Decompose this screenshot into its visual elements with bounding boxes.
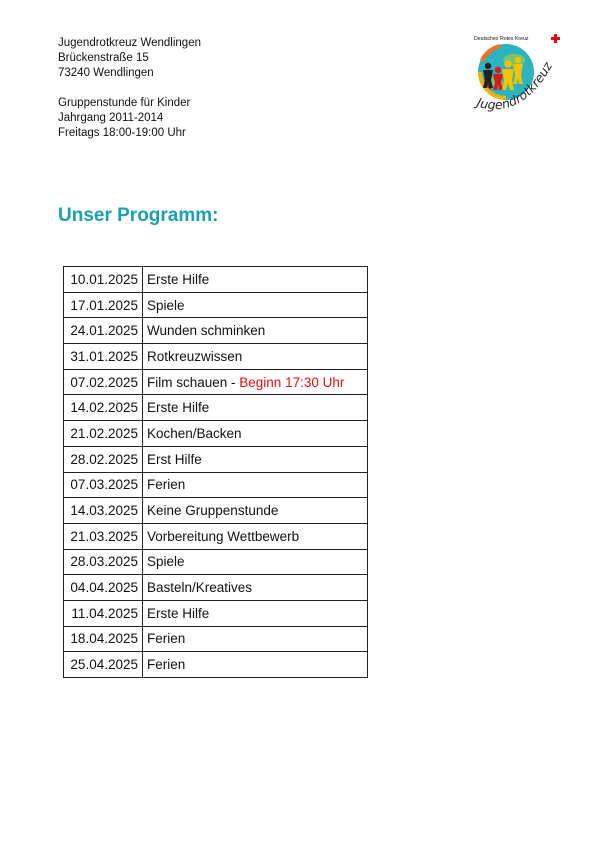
table-row: [64, 523, 368, 549]
table-row: [64, 267, 368, 293]
address-line-street: Brückenstraße 15: [58, 52, 149, 65]
program-table: [63, 266, 368, 678]
table-row: [64, 369, 368, 395]
program-event: [143, 446, 368, 472]
program-date: 10.01.2025: [64, 267, 143, 293]
group-name: Gruppenstunde für Kinder: [58, 97, 191, 109]
address-line-city: 73240 Wendlingen: [58, 67, 154, 80]
table-row: [64, 446, 368, 472]
program-event: [143, 267, 368, 293]
program-event: [143, 318, 368, 344]
program-event-text: Erste Hilfe: [147, 271, 210, 287]
program-event-text: Erste Hilfe: [147, 605, 210, 621]
program-date: 07.03.2025: [64, 472, 143, 498]
program-date: 24.01.2025: [64, 318, 143, 344]
program-table-body: [64, 267, 368, 678]
program-event: [143, 626, 368, 652]
table-row: [64, 421, 368, 447]
program-date: 28.02.2025: [64, 446, 143, 472]
group-years: Jahrgang 2011-2014: [58, 112, 164, 125]
program-date: 14.02.2025: [64, 395, 143, 421]
program-date: 07.02.2025: [64, 369, 143, 395]
table-row: [64, 292, 368, 318]
program-date: 04.04.2025: [64, 575, 143, 601]
program-event: [143, 523, 368, 549]
table-row: [64, 344, 368, 370]
program-event: [143, 600, 368, 626]
program-event: [143, 652, 368, 678]
program-event: [143, 549, 368, 575]
program-event-text: Keine Gruppenstunde: [147, 503, 279, 519]
program-event-highlight: Beginn 17:30 Uhr: [239, 374, 345, 390]
program-event: [143, 344, 368, 370]
program-date: 25.04.2025: [64, 652, 143, 678]
program-event-text: Erst Hilfe: [147, 451, 202, 467]
program-event: [143, 395, 368, 421]
program-date: 17.01.2025: [64, 292, 143, 318]
group-info: [58, 96, 190, 142]
table-row: [64, 652, 368, 678]
sender-address: [58, 36, 201, 82]
program-event-text: Rotkreuzwissen: [147, 348, 243, 364]
program-event-text: Wunden schminken: [147, 323, 266, 339]
program-event: [143, 575, 368, 601]
red-cross-icon: [551, 34, 560, 43]
program-date: 31.01.2025: [64, 344, 143, 370]
program-event-text: Ferien: [147, 477, 186, 493]
table-row: [64, 626, 368, 652]
program-date: 21.03.2025: [64, 523, 143, 549]
program-event-text: Ferien: [147, 631, 186, 647]
logo-drk-text: Deutsches Rotes Kreuz: [474, 36, 529, 42]
table-row: [64, 600, 368, 626]
program-event-text: Spiele: [147, 297, 185, 313]
program-event-text: Ferien: [147, 657, 186, 673]
program-date: 21.02.2025: [64, 421, 143, 447]
address-line-organization: Jugendrotkreuz Wendlingen: [58, 37, 201, 49]
program-date: 14.03.2025: [64, 498, 143, 524]
program-date: 28.03.2025: [64, 549, 143, 575]
table-row: [64, 395, 368, 421]
program-event: [143, 292, 368, 318]
program-event-text: Film schauen -: [147, 374, 240, 390]
table-row: [64, 498, 368, 524]
program-event-text: Basteln/Kreatives: [147, 580, 253, 596]
program-event: [143, 498, 368, 524]
table-row: [64, 549, 368, 575]
program-date: 11.04.2025: [64, 600, 143, 626]
program-event: [143, 421, 368, 447]
program-event-text: Kochen/Backen: [147, 425, 242, 441]
program-event: [143, 369, 368, 395]
program-date: 18.04.2025: [64, 626, 143, 652]
group-schedule: Freitags 18:00-19:00 Uhr: [58, 127, 186, 140]
program-event-text: Vorbereitung Wettbewerb: [147, 528, 300, 544]
table-row: [64, 472, 368, 498]
logo-arc-text: Jugendrotkreuz: [475, 59, 555, 113]
page-title: Unser Programm:: [58, 205, 219, 226]
table-row: [64, 318, 368, 344]
program-event-text: Spiele: [147, 554, 185, 570]
program-event-text: Erste Hilfe: [147, 400, 210, 416]
program-event: [143, 472, 368, 498]
table-row: [64, 575, 368, 601]
jugendrotkreuz-logo: [470, 30, 570, 130]
